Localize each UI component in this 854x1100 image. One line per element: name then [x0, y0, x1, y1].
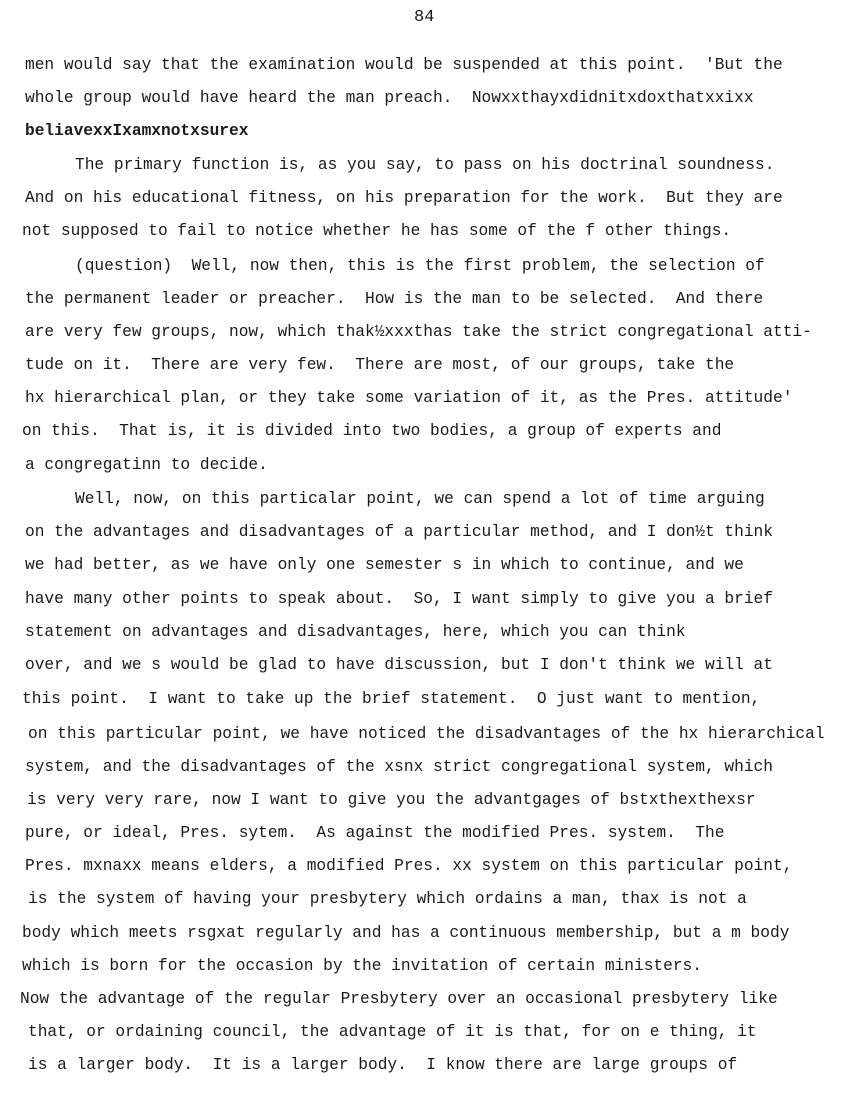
- text-line: are very few groups, now, which thak½xxxthas take the strict congregational atti-: [25, 323, 812, 341]
- text-line: hx hierarchical plan, or they take some variation of it, as the Pres. attitude': [25, 389, 793, 407]
- text-line: that, or ordaining council, the advantage of it is that, for on e thing, it: [28, 1023, 757, 1041]
- text-line: on the advantages and disadvantages of a particular method, and I don½t think: [25, 523, 773, 541]
- text-line: Well, now, on this particalar point, we can spend a lot of time arguing: [75, 490, 765, 508]
- text-line: this point. I want to take up the brief statement. O just want to mention,: [22, 690, 761, 708]
- text-line: Now the advantage of the regular Presbytery over an occasional presbytery like: [20, 990, 778, 1008]
- text-line: is very very rare, now I want to give you the advantgages of bstxthexthexsr: [27, 791, 756, 809]
- text-line: Pres. mxnaxx means elders, a modified Pres. xx system on this particular point,: [25, 857, 793, 875]
- page-number: 84: [414, 8, 435, 27]
- struck-text-line: beliavexxIxamxnotxsurex: [25, 122, 249, 140]
- text-line: we had better, as we have only one semester s in which to continue, and we: [25, 556, 744, 574]
- text-line: over, and we s would be glad to have discussion, but I don't think we will at: [25, 656, 773, 674]
- text-line: is the system of having your presbytery which ordains a man, thax is not a: [28, 890, 747, 908]
- text-line: not supposed to fail to notice whether he has some of the f other things.: [22, 222, 732, 240]
- text-line: system, and the disadvantages of the xsnx strict congregational system, which: [25, 758, 773, 776]
- text-line: have many other points to speak about. So, I want simply to give you a brief: [25, 590, 773, 608]
- text-line: (question) Well, now then, this is the first problem, the selection of: [75, 257, 765, 275]
- text-line: is a larger body. It is a larger body. I know there are large groups of: [28, 1056, 738, 1074]
- text-line: a congregatinn to decide.: [25, 456, 268, 474]
- text-line: statement on advantages and disadvantages, here, which you can think: [25, 623, 686, 641]
- text-line: the permanent leader or preacher. How is the man to be selected. And there: [25, 290, 764, 308]
- text-line: tude on it. There are very few. There are most, of our groups, take the: [25, 356, 735, 374]
- text-line: on this. That is, it is divided into two bodies, a group of experts and: [22, 422, 722, 440]
- text-line: pure, or ideal, Pres. sytem. As against the modified Pres. system. The: [25, 824, 725, 842]
- text-line: The primary function is, as you say, to pass on his doctrinal soundness.: [75, 156, 775, 174]
- text-line: on this particular point, we have noticed the disadvantages of the hx hierarchical: [28, 725, 825, 743]
- text-line: which is born for the occasion by the invitation of certain ministers.: [22, 957, 702, 975]
- text-line: men would say that the examination would be suspended at this point. 'But the: [25, 56, 783, 74]
- text-line: body which meets rsgxat regularly and has a continuous membership, but a m body: [22, 924, 790, 942]
- text-line: And on his educational fitness, on his preparation for the work. But they are: [25, 189, 783, 207]
- text-line: whole group would have heard the man preach. Nowxxthayxdidnitxdoxthatxxixx: [25, 89, 754, 107]
